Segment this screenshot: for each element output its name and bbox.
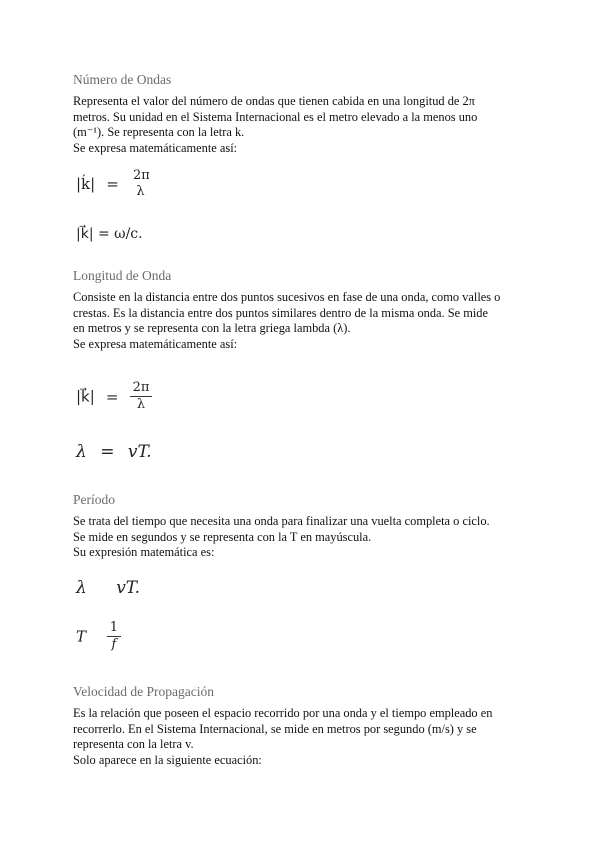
text-line: Consiste en la distancia entre dos puntos sucesivos en fase de una onda, como valles o <box>73 290 501 304</box>
equation-fraction <box>107 620 121 653</box>
equation-fraction <box>130 168 151 200</box>
equation-wave-number-1 <box>76 168 151 200</box>
text-line: recorrerlo. En el Sistema Internacional, se mide en metros por segundo (m/s) y se <box>73 721 477 736</box>
text-line: en metros y se representa con la letra griega lambda (λ). <box>73 321 351 336</box>
text-line: Se trata del tiempo que necesita una onda para finalizar una vuelta completa o ciclo. <box>73 514 490 528</box>
equation-rhs: vT. <box>116 578 141 598</box>
text-line: Se expresa matemáticamente así: <box>73 141 238 156</box>
text-line: Se mide en segundos y se representa con la T en mayúscula. <box>73 529 372 544</box>
equation-wavelength-1 <box>76 380 152 413</box>
text-line: crestas. Es la distancia entre dos puntos similares dentro de la misma onda. Se mide <box>73 305 488 320</box>
heading-numero-de-ondas: Número de Ondas <box>73 72 172 87</box>
heading-periodo: Período <box>73 492 115 507</box>
heading-longitud-de-onda: Longitud de Onda <box>73 268 172 283</box>
equation-lhs: λ <box>76 578 87 598</box>
equation-rhs: vT. <box>127 442 152 462</box>
text-line: metros. Su unidad en el Sistema Internacional es el metro elevado a la menos uno <box>73 109 478 124</box>
text-line: Representa el valor del número de ondas que tienen cabida en una longitud de 2π <box>73 94 475 108</box>
fraction-numerator: 2π <box>132 168 150 183</box>
paragraph-velocidad-de-propagacion <box>73 706 533 769</box>
equation-lhs: |k⃗| <box>76 387 95 406</box>
fraction-numerator: 1 <box>109 620 119 635</box>
text-line: Solo aparece en la siguiente ecuación: <box>73 753 262 768</box>
heading-velocidad-de-propagacion: Velocidad de Propagación <box>73 684 214 699</box>
equation-lhs: T <box>76 627 87 646</box>
text-line: Se expresa matemáticamente así: <box>73 337 238 352</box>
equation-lhs: |ḱ| <box>76 175 96 193</box>
equation-period-2 <box>76 620 121 653</box>
text-line: representa con la letra v. <box>73 737 194 752</box>
fraction-denominator: λ <box>130 396 153 413</box>
equation-fraction <box>130 380 153 413</box>
fraction-denominator: λ <box>136 184 145 199</box>
text-line: Es la relación que poseen el espacio recorrido por una onda y el tiempo empleado en <box>73 706 493 720</box>
equation-lhs: λ <box>76 442 87 462</box>
fraction-numerator: 2π <box>132 380 150 395</box>
fraction-denominator: f <box>107 636 121 653</box>
paragraph-numero-de-ondas <box>73 94 533 157</box>
equation-equals: = <box>105 387 119 406</box>
equation-period-1 <box>76 578 140 598</box>
equation-wave-number-2: |k⃗| = ω/c. <box>76 226 143 242</box>
equation-wavelength-2 <box>76 442 152 462</box>
equation-equals: = <box>100 442 115 462</box>
text-line: (m⁻¹). Se representa con la letra k. <box>73 125 245 140</box>
paragraph-periodo <box>73 514 533 561</box>
paragraph-longitud-de-onda <box>73 290 533 353</box>
equation-equals: = <box>106 175 119 193</box>
text-line: Su expresión matemática es: <box>73 545 215 560</box>
